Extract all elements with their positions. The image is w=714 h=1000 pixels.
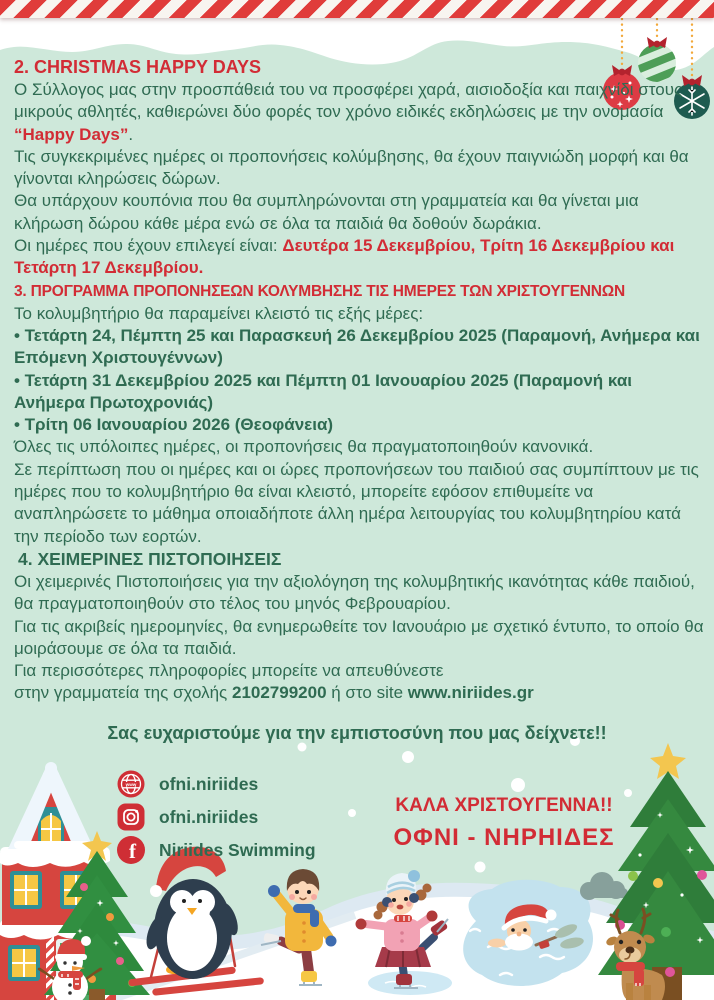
paragraph-contact: στην γραμματεία της σχολής 2102799200 ή στο site www.niriides.gr <box>14 683 534 703</box>
website-globe-icon <box>116 769 146 799</box>
happy-days-highlight: “Happy Days” <box>14 124 129 144</box>
winter-scene-illustration <box>0 735 714 1000</box>
thank-you-line: Σας ευχαριστούμε για την εμπιστοσύνη που μας δείχνετε!! <box>107 723 607 743</box>
paragraph-normal-days: Όλες τις υπόλοιπες ημέρες, οι προπονήσεις θα πραγματοποιηθούν κανονικά. <box>14 437 594 457</box>
paragraph-training-games: Τις συγκεκριμένες ημέρες οι προπονήσεις κολύμβησης, θα έχουν παιγνιώδη μορφή και θα γίνονται κληρώσεις δώρων. <box>14 146 689 189</box>
snow-mound <box>580 872 628 900</box>
paragraph-certification-dates: Για τις ακριβείς ημερομηνίες, θα ενημερωθείτε τον Ιανουάριο με σχετικό έντυπο, το οποίο θα μοιράσουμε σε όλα τα παιδιά. <box>14 616 704 658</box>
social-links <box>116 769 316 868</box>
instagram-icon <box>116 802 146 832</box>
greeting-line: ΚΑΛΑ ΧΡΙΣΤΟΥΓΕΝΝΑ!! <box>395 795 613 816</box>
closed-days-bullet: • Τετάρτη 24, Πέμπτη 25 και Παρασκευή 26 Δεκεμβρίου 2025 (Παραμονή, Ανήμερα και Επόμενη Χριστουγέννων) <box>14 325 700 368</box>
facebook-icon <box>116 835 146 865</box>
closed-days-bullet: • Τρίτη 06 Ιανουαρίου 2026 (Θεοφάνεια) <box>14 415 334 435</box>
section-heading-certifications: 4. ΧΕΙΜΕΡΙΝΕΣ ΠΙΣΤΟΠΟΙΗΣΕΙΣ <box>18 548 282 569</box>
section-heading-schedule: 3. ΠΡΟΓΡΑΜΜΑ ΠΡΟΠΟΝΗΣΕΩΝ ΚΟΛΥΜΒΗΣΗΣ ΤΙΣ ΗΜΕΡΕΣ ΤΩΝ ΧΡΙΣΤΟΥΓΕΝΝΩΝ <box>14 282 625 300</box>
selected-dates-highlight: Δευτέρα 15 Δεκεμβρίου, Τρίτη 16 Δεκεμβρίου και Τετάρτη 17 Δεκεμβρίου. <box>14 236 675 278</box>
christmas-tree-right <box>598 743 714 1000</box>
club-name: ΟΦΝΙ - ΝΗΡΗΙΔΕΣ <box>393 824 615 851</box>
paragraph-coupons: Θα υπάρχουν κουπόνια που θα συμπληρώνονται στη γραμματεία και θα γίνεται μια κλήρωση δώρου κάθε μέρα ενώ σε όλα τα παιδιά θα δοθούν δωράκια. <box>14 191 639 233</box>
social-item-instagram[interactable] <box>116 802 316 832</box>
paragraph-more-info: Για περισσότερες πληροφορίες μπορείτε να απευθύνεστε <box>14 661 444 681</box>
paragraph-pool-closed-intro: Το κολυμβητήριο θα παραμείνει κλειστό τις εξής μέρες: <box>14 303 424 323</box>
website-link[interactable]: www.niriides.gr <box>407 683 534 703</box>
paragraph-makeup-lessons: Σε περίπτωση που οι ημέρες και οι ώρες προπονήσεων του παιδιού σας συμπίπτουν με τις ημέρες που το κολυμβητήριο θα είναι κλειστό, μπορείτε εφόσον επιθυμείτε να αναπληρώσετε το μάθημα οποιαδήποτε άλλη ημέρα λειτουργίας του κολυμβητηρίου κατά την περίοδο των εορτών. <box>14 459 699 546</box>
paragraph-certifications: Οι χειμερινές Πιστοποιήσεις για την αξιολόγηση της κολυμβητικής ικανότητας κάθε παιδιού, θα πραγματοποιηθούν στο τέλος του μηνός Φεβρουαρίου. <box>14 571 695 614</box>
paragraph-happy-days-intro: Ο Σύλλογος μας στην προσπάθειά του να προσφέρει χαρά, αισιοδοξία και παιχνίδι στους μικρούς αθλητές, καθιερώνει δύο φορές τον χρόνο ειδικές εκδηλώσεις με την ονομασία “Happy Days”. <box>14 80 683 144</box>
social-item-facebook[interactable] <box>116 835 316 865</box>
section-heading-happy-days: 2. CHRISTMAS HAPPY DAYS <box>14 57 262 77</box>
closed-days-bullet: • Τετάρτη 31 Δεκεμβρίου 2025 και Πέμπτη 01 Ιανουαρίου 2025 (Παραμονή και Ανήμερα Πρωτοχρονιάς) <box>14 370 633 412</box>
instagram-handle: ofni.niriides <box>159 806 259 827</box>
phone-number[interactable]: 2102799200 <box>231 683 327 703</box>
svg-text:f: f <box>129 839 136 863</box>
svg-text:www: www <box>125 781 137 787</box>
candy-cane-border <box>0 0 714 18</box>
holiday-greeting <box>386 795 622 852</box>
social-item-website[interactable] <box>116 769 316 799</box>
facebook-handle: Niriides Swimming <box>159 839 316 860</box>
newsletter-body <box>14 56 706 705</box>
website-handle: ofni.niriides <box>159 773 259 794</box>
paragraph-selected-days: Οι ημέρες που έχουν επιλεγεί είναι: Δευτέρα 15 Δεκεμβρίου, Τρίτη 16 Δεκεμβρίου και Τετάρτη 17 Δεκεμβρίου. <box>14 236 675 278</box>
